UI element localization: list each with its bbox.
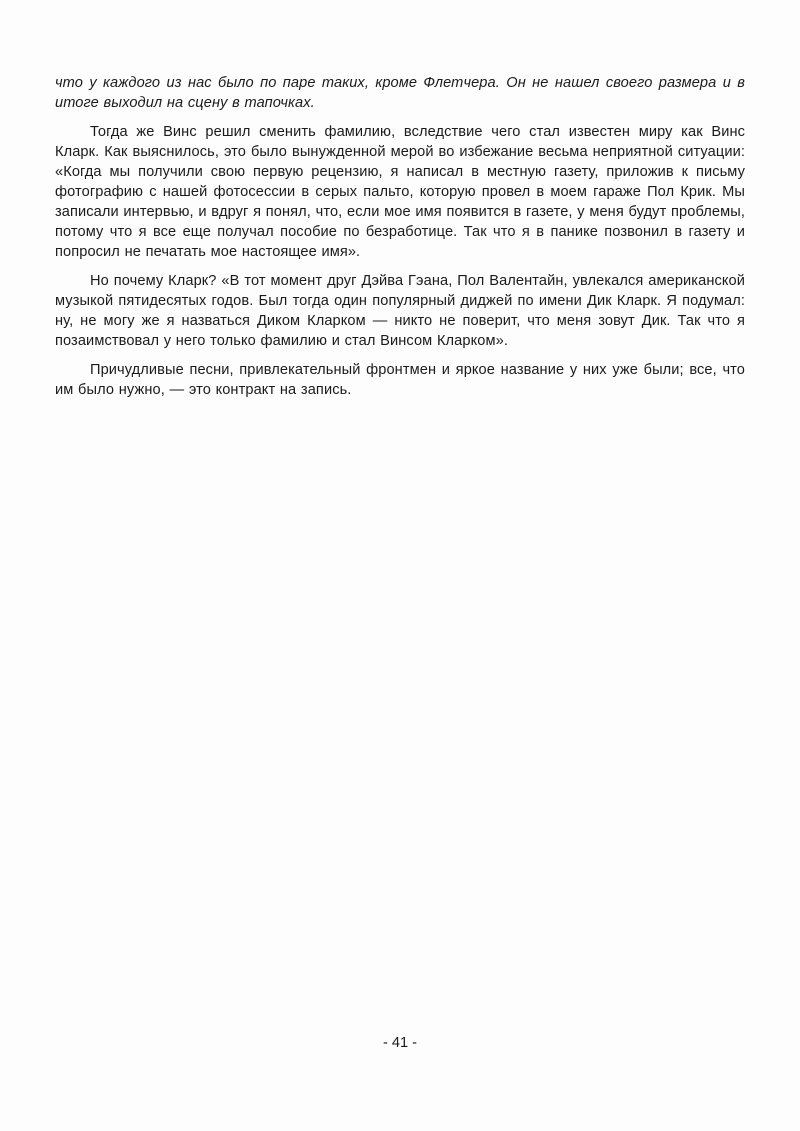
paragraph-continuation-italic: что у каждого из нас было по паре таких, кроме Флетчера. Он не нашел своего размера и в итоге выходил на сцену в тапочках.: [55, 75, 745, 111]
paragraph-body: Причудливые песни, привлекательный фронтмен и яркое название у них уже были; все, что им было нужно, — это контракт на запись.: [55, 362, 745, 398]
paragraph-body: Но почему Кларк? «В тот момент друг Дэйва Гэана, Пол Валентайн, увлекался американской музыкой пятидесятых годов. Был тогда один популярный диджей по имени Дик Кларк. Я подумал: ну, не могу же я назваться Диком Кларком — никто не поверит, что меня зовут Дик. Так что я позаимствовал у него только фамилию и стал Винсом Кларком».: [55, 273, 745, 349]
paragraph-body: Тогда же Винс решил сменить фамилию, вследствие чего стал известен миру как Винс Кларк. Как выяснилось, это было вынужденной мерой во избежание весьма неприятной ситуации: «Когда мы получили свою первую рецензию, я написал в местную газету, приложив к письму фотографию с нашей фотосессии в серых пальто, которую провел в моем гараже Пол Крик. Мы записали интервью, и вдруг я понял, что, если мое имя появится в газете, у меня будут проблемы, потому что я все еще получал пособие по безработице. Так что я в панике позвонил в газету и попросил не печатать мое настоящее имя».: [55, 124, 745, 260]
page-text-block: [55, 73, 745, 409]
page-number: - 41 -: [382, 1035, 418, 1051]
